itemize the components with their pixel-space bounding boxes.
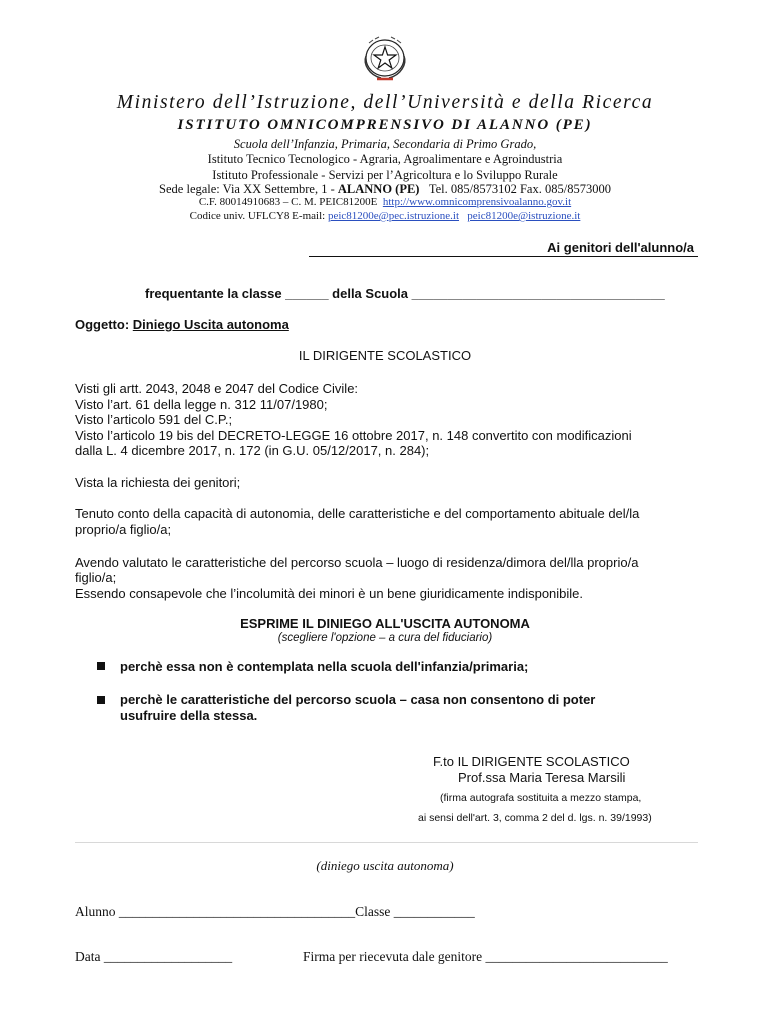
- signature-note: (firma autografa sostituita a mezzo stampa,: [440, 792, 642, 804]
- consideration-line: dalla L. 4 dicembre 2017, n. 172 (in G.U. 05/12/2017, n. 284);: [75, 443, 430, 458]
- legal-address: [0, 182, 770, 197]
- class-school-line: frequentante la classe ______ della Scuola ___________________________________: [145, 286, 665, 301]
- divider: [75, 842, 698, 843]
- univ-code: Codice univ. UFLCY8 E-mail:: [189, 210, 326, 222]
- decision-title: ESPRIME IL DINIEGO ALL'USCITA AUTONOMA: [240, 616, 530, 631]
- document-title: IL DIRIGENTE SCOLASTICO: [298, 348, 472, 363]
- address-city: ALANNO (PE): [337, 182, 420, 196]
- ministry-name: Ministero dell’Istruzione, dell’Università e della Ricerca: [116, 92, 654, 113]
- consideration-line: Visti gli artt. 2043, 2048 e 2047 del Codice Civile:: [75, 381, 359, 396]
- option-checkbox[interactable]: [97, 662, 105, 670]
- fiscal-code: C.F. 80014910683 – C. M. PEIC81200E: [198, 196, 378, 208]
- signature-note-legal: ai sensi dell'art. 3, comma 2 del d. lgs. n. 39/1993): [418, 812, 652, 824]
- decision-subtitle: (scegliere l'opzione – a cura del fiduciario): [277, 632, 493, 644]
- parent-signature-field: Firma per riecevuta dale genitore ___________________________: [303, 949, 668, 964]
- subject-line: [75, 317, 289, 332]
- request-line: Vista la richiesta dei genitori;: [75, 475, 241, 490]
- consideration-line: Visto l’art. 61 della legge n. 312 11/07/1980;: [75, 397, 328, 412]
- address-street: Sede legale: Via XX Settembre, 1 -: [159, 182, 338, 196]
- option-1-text: perchè essa non è contemplata nella scuola dell'infanzia/primaria;: [120, 659, 529, 674]
- tenuto-line: Tenuto conto della capacità di autonomia, delle caratteristiche e del comportamento abituale del/la: [75, 506, 640, 521]
- avendo-line: figlio/a;: [75, 570, 117, 585]
- institute-name: ISTITUTO OMNICOMPRENSIVO DI ALANNO (PE): [177, 117, 593, 133]
- receipt-title: (diniego uscita autonoma): [316, 858, 454, 873]
- fiscal-code-line: [0, 196, 770, 208]
- consideration-line: Visto l’articolo 19 bis del DECRETO-LEGGE 16 ottobre 2017, n. 148 convertito con modificazioni: [75, 428, 632, 443]
- consideration-line: Visto l’articolo 591 del C.P.;: [75, 412, 233, 427]
- professional-institute: Istituto Professionale - Servizi per l’Agricoltura e lo Sviluppo Rurale: [212, 168, 558, 182]
- avendo-line: Essendo consapevole che l’incolumità dei minori è un bene giuridicamente indisponibile.: [75, 586, 584, 601]
- subject-value: Diniego Uscita autonoma: [132, 317, 289, 332]
- avendo-line: Avendo valutato le caratteristiche del percorso scuola – luogo di residenza/dimora del/lla proprio/a: [75, 555, 639, 570]
- pec-email-link[interactable]: peic81200e@pec.istruzione.it: [327, 210, 460, 222]
- website-link[interactable]: http://www.omnicomprensivoalanno.gov.it: [382, 196, 572, 208]
- signature-title: F.to IL DIRIGENTE SCOLASTICO: [433, 754, 630, 769]
- student-name-blank: [309, 256, 698, 257]
- date-field: Data ___________________: [75, 949, 233, 964]
- recipient-parents: Ai genitori dell'alunno/a: [547, 240, 694, 255]
- signature-name: Prof.ssa Maria Teresa Marsili: [458, 770, 626, 785]
- address-phone: Tel. 085/8573102 Fax. 085/8573000: [428, 182, 611, 196]
- student-class-field: Alunno ___________________________________Classe ____________: [75, 904, 475, 919]
- tenuto-line: proprio/a figlio/a;: [75, 522, 172, 537]
- technical-institute: Istituto Tecnico Tecnologico - Agraria, Agroalimentare e Agroindustria: [207, 152, 563, 166]
- option-checkbox[interactable]: [97, 696, 105, 704]
- republic-emblem-icon: [355, 34, 415, 84]
- option-2-text-cont: usufruire della stessa.: [120, 708, 258, 723]
- school-levels: Scuola dell’Infanzia, Primaria, Secondaria di Primo Grado,: [233, 137, 537, 151]
- email-link[interactable]: peic81200e@istruzione.it: [467, 210, 581, 222]
- email-line: [0, 210, 770, 222]
- subject-label: Oggetto:: [75, 317, 130, 332]
- option-2-text: perchè le caratteristiche del percorso scuola – casa non consentono di poter: [120, 692, 596, 707]
